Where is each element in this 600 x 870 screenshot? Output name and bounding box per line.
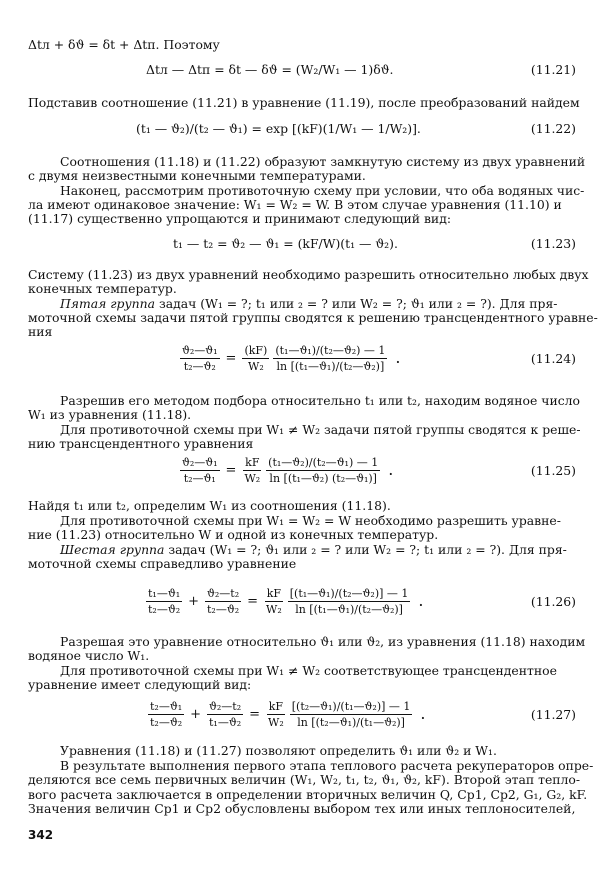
equation-number: (11.25) [530, 463, 576, 478]
equation-body: t₁ — t₂ = ϑ₂ — ϑ₁ = (kF/W)(t₁ — ϑ₂). [173, 236, 398, 251]
text-line: уравнение имеет следующий вид: [28, 677, 252, 692]
equation-number: (11.26) [530, 594, 576, 609]
text-line: моточной схемы задачи пятой группы сводятся к решению трансцендентного уравне- [28, 310, 598, 325]
text-span: задач (W₁ = ?; ϑ₁ или ₂ = ? или W₂ = ?; t₁ или ₂ = ?). Для пря- [164, 542, 567, 557]
equation-11-23 [28, 236, 576, 254]
fraction [273, 344, 387, 373]
numerator: kF [245, 455, 260, 469]
equation-number: (11.22) [530, 121, 576, 136]
text-line: Разрешая это уравнение относительно ϑ₁ или ϑ₂, из уравнения (11.18) находим [60, 634, 586, 649]
text-line [28, 297, 600, 311]
text-line: вого расчета заключается в определении вторичных величин Q, Cp1, Cp2, G₁, G₂, kF. [28, 787, 588, 802]
text-line: (11.17) существенно упрощаются и принимают следующий вид: [28, 211, 451, 226]
text-line: Подставив соотношение (11.21) в уравнение (11.19), после преобразований найдем [28, 95, 580, 110]
text-line: Систему (11.23) из двух уравнений необходимо разрешить относительно любых двух [28, 267, 589, 282]
denominator: ln [(t₂—ϑ₁)/(t₁—ϑ₂)] [297, 715, 405, 729]
fraction [242, 344, 269, 373]
numerator: [(t₂—ϑ₁)/(t₁—ϑ₂)] — 1 [291, 699, 411, 713]
math-operator: . [420, 704, 426, 723]
text-line: Δtл + δϑ = δt + Δtп. Поэтому [28, 37, 220, 52]
denominator: ln [(t₁—ϑ₁)/(t₂—ϑ₂)] [295, 602, 403, 616]
math-operator: + [190, 706, 202, 722]
equation-body [146, 697, 426, 731]
text-line: с двумя неизвестными конечными температурами. [28, 168, 366, 183]
numerator: t₁—ϑ₁ [148, 586, 181, 600]
equation-number: (11.23) [530, 236, 576, 251]
equation-body [178, 453, 393, 487]
denominator: ln [(t₁—ϑ₁)/(t₂—ϑ₂)] [276, 359, 385, 373]
text-span: задач (W₁ = ?; t₁ или ₂ = ? или W₂ = ?; ϑ₁ или ₂ = ?). Для пря- [155, 296, 558, 311]
denominator: W₂ [266, 602, 282, 616]
denominator: W₂ [268, 715, 284, 729]
math-operator: . [395, 348, 401, 367]
fraction [290, 700, 413, 729]
equation-11-25 [28, 453, 576, 487]
fraction [264, 587, 284, 616]
text-line: водяное число W₁. [28, 648, 150, 663]
numerator: ϑ₂—ϑ₁ [182, 343, 218, 357]
text-line: Уравнения (11.18) и (11.27) позволяют определить ϑ₁ или ϑ₂ и W₁. [60, 743, 497, 758]
text-line: нию трансцендентного уравнения [28, 436, 254, 451]
denominator: t₂—ϑ₁ [183, 471, 216, 485]
denominator: t₂—ϑ₂ [183, 359, 216, 373]
equation-11-27 [28, 697, 576, 731]
equation-body: (t₁ — ϑ₂)/(t₂ — ϑ₁) = exp [(kF)(1/W₁ — 1/W₂)]. [136, 121, 421, 136]
denominator: t₂—ϑ₂ [207, 602, 240, 616]
denominator: W₂ [244, 471, 261, 485]
text-line: Значения величин Cp1 и Cp2 обусловлены выбором тех или иных теплоносителей, [28, 801, 576, 816]
math-operator: . [388, 460, 394, 479]
text-line: Найдя t₁ или t₂, определим W₁ из соотношения (11.18). [28, 498, 391, 513]
numerator: (t₁—ϑ₂)/(t₂—ϑ₁) — 1 [268, 455, 379, 469]
numerator: kF [266, 586, 282, 600]
text-line: ния [28, 324, 53, 339]
equation-11-24 [28, 341, 576, 375]
equation-number: (11.24) [530, 351, 576, 366]
numerator: kF [268, 699, 284, 713]
fraction [205, 587, 241, 616]
text-line: конечных температур. [28, 281, 177, 296]
math-operator: . [418, 591, 424, 610]
equation-body: Δtл — Δtп = δt — δϑ = (W₂/W₁ — 1)δϑ. [146, 62, 394, 77]
numerator: ϑ₂—t₂ [209, 699, 242, 713]
equation-11-22 [28, 121, 576, 139]
fraction [266, 456, 380, 485]
section-title: Шестая группа [60, 542, 165, 557]
text-line: В результате выполнения первого этапа теплового расчета рекуператоров опре- [60, 758, 594, 773]
text-line: деляются все семь первичных величин (W₁, W₂, t₁, t₂, ϑ₁, ϑ₂, kF). Второй этап тепло- [28, 772, 581, 787]
denominator: W₂ [248, 359, 264, 373]
text-line: Для противоточной схемы при W₁ = W₂ = W необходимо разрешить уравне- [60, 513, 561, 528]
text-line: моточной схемы справедливо уравнение [28, 556, 297, 571]
numerator: ϑ₂—t₂ [207, 586, 240, 600]
numerator: ϑ₂—ϑ₁ [182, 455, 218, 469]
fraction [148, 700, 184, 729]
math-operator: + [188, 593, 200, 609]
fraction [207, 700, 243, 729]
math-operator: = [247, 593, 259, 609]
numerator: [(t₁—ϑ₁)/(t₂—ϑ₂)] — 1 [289, 586, 409, 600]
text-line: ние (11.23) относительно W и одной из конечных температур. [28, 527, 439, 542]
fraction [288, 587, 411, 616]
page-number: 342 [28, 828, 54, 842]
text-line: Для противоточной схемы при W₁ ≠ W₂ задачи пятой группы сводятся к реше- [60, 422, 581, 437]
text-line: Разрешив его методом подбора относительно t₁ или t₂, находим водяное число [60, 393, 581, 408]
text-line: Для противоточной схемы при W₁ ≠ W₂ соответствующее трансцендентное [60, 663, 557, 678]
text-line: ла имеют одинаковое значение: W₁ = W₂ = W. В этом случае уравнения (11.10) и [28, 197, 562, 212]
numerator: (kF) [244, 343, 268, 357]
math-operator: = [225, 462, 237, 478]
equation-body [178, 341, 401, 375]
fraction [180, 456, 220, 485]
text-line: Соотношения (11.18) и (11.22) образуют замкнутую систему из двух уравнений [60, 154, 586, 169]
text-line: W₁ из уравнения (11.18). [28, 407, 192, 422]
denominator: ln [(t₁—ϑ₂) (t₂—ϑ₁)] [269, 471, 377, 485]
numerator: (t₁—ϑ₁)/(t₂—ϑ₂) — 1 [275, 343, 386, 357]
denominator: t₂—ϑ₂ [150, 715, 183, 729]
numerator: t₂—ϑ₁ [150, 699, 183, 713]
equation-11-21 [28, 62, 576, 80]
math-operator: = [225, 350, 237, 366]
fraction [242, 456, 262, 485]
equation-11-26 [28, 584, 576, 618]
section-title: Пятая группа [60, 296, 156, 311]
text-line: Наконец, рассмотрим противоточную схему при условии, что оба водяных чис- [60, 183, 585, 198]
text-line [28, 543, 600, 557]
denominator: t₂—ϑ₂ [148, 602, 181, 616]
fraction [180, 344, 220, 373]
denominator: t₁—ϑ₂ [209, 715, 242, 729]
equation-number: (11.21) [530, 62, 576, 77]
equation-number: (11.27) [530, 707, 576, 722]
equation-body [144, 584, 424, 618]
fraction [266, 700, 286, 729]
math-operator: = [249, 706, 261, 722]
fraction [146, 587, 182, 616]
